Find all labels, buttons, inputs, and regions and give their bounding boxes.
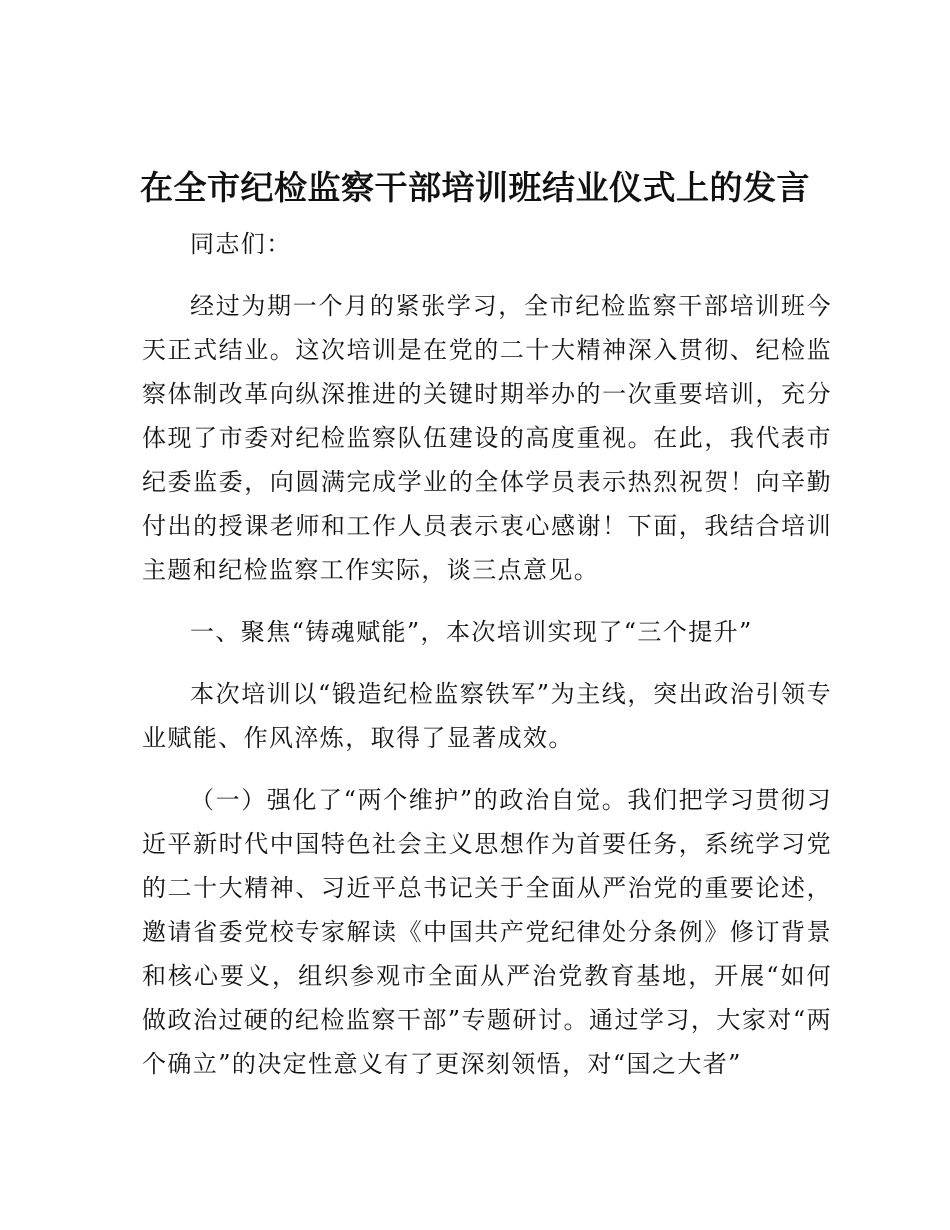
section-heading-1: 一、聚焦“铸魂赋能”，本次培训实现了“三个提升” bbox=[190, 618, 753, 646]
document-body bbox=[142, 222, 832, 1086]
salutation: 同志们： bbox=[190, 230, 292, 258]
paragraph-subsection-1: （一）强化了“两个维护”的政治自觉。我们把学习贯彻习近平新时代中国特色社会主义思想作为首要任务，系统学习党的二十大精神、习近平总书记关于全面从严治党的重要论述，邀请省委党校专家解读《中国共产党纪律处分条例》修订背景和核心要义，组织参观市全面从严治党教育基地，开展“如何做政治过硬的纪检监察干部”专题研讨。通过学习，大家对“两个确立”的决定性意义有了更深刻领悟，对“国之大者” bbox=[142, 786, 832, 1078]
document-title: 在全市纪检监察干部培训班结业仪式上的发言 bbox=[140, 168, 810, 207]
paragraph-section-1-summary: 本次培训以“锻造纪检监察铁军”为主线，突出政治引领专业赋能、作风淬炼，取得了显著成效。 bbox=[142, 680, 832, 752]
paragraph-intro: 经过为期一个月的紧张学习，全市纪检监察干部培训班今天正式结业。这次培训是在党的二十大精神深入贯彻、纪检监察体制改革向纵深推进的关键时期举办的一次重要培训，充分体现了市委对纪检监察队伍建设的高度重视。在此，我代表市纪委监委，向圆满完成学业的全体学员表示热烈祝贺！向辛勤付出的授课老师和工作人员表示衷心感谢！下面，我结合培训主题和纪检监察工作实际，谈三点意见。 bbox=[142, 292, 832, 584]
